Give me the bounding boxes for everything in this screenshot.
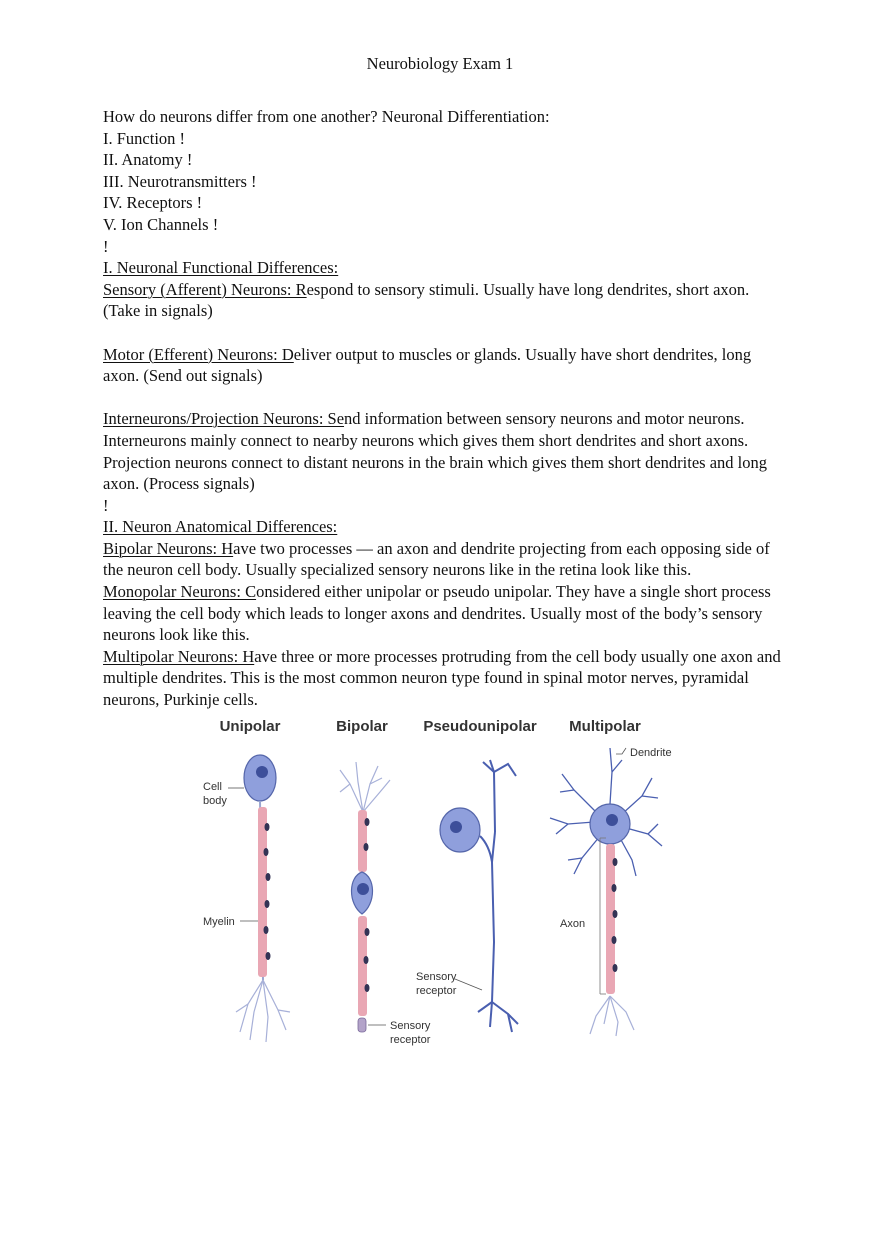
document-body	[103, 106, 783, 711]
separator-mark: !	[103, 236, 109, 256]
text-bipolar: ave two processes — an axon and dendrite projecting from each opposing side of the neuron cell body. Usually specialized sensory neurons like in the retina look like this.	[103, 538, 770, 580]
bipolar-neuron	[340, 762, 431, 1046]
paragraph-monopolar	[103, 581, 783, 646]
label-cell-body-line2: body	[203, 795, 227, 807]
section-heading-anatomical: II. Neuron Anatomical Differences:	[103, 517, 338, 537]
multipolar-myelin	[606, 844, 615, 994]
text-multipolar: ave three or more processes protruding from the cell body usually one axon and multiple dendrites. This is the most common neuron type found in spinal motor nerves, pyramidal neurons, Purkinje cells.	[103, 646, 781, 710]
paragraph-interneurons	[103, 408, 783, 494]
label-axon: Axon	[560, 918, 586, 930]
term-monopolar: Monopolar Neurons: C	[103, 582, 257, 602]
list-item: V. Ion Channels !	[103, 214, 219, 234]
neuron-types-figure	[190, 712, 690, 1057]
term-motor: Motor (Efferent) Neurons: D	[103, 344, 294, 364]
paragraph-multipolar	[103, 646, 783, 711]
text-monopolar: onsidered either unipolar or pseudo unipolar. They have a single short process leaving the cell body which leads to longer axons and dendrites. Usually most of the body’s sensory neurons look like this.	[103, 582, 771, 645]
label-cell-body-line1: Cell	[203, 781, 222, 793]
unipolar-neuron	[203, 755, 290, 1042]
section-heading-functional: I. Neuronal Functional Differences:	[103, 258, 339, 278]
page-title: Neurobiology Exam 1	[366, 54, 514, 73]
paragraph-sensory	[103, 279, 783, 322]
bipolar-dendrites	[340, 762, 390, 812]
multipolar-nucleus	[606, 814, 618, 826]
multipolar-terminals	[590, 996, 634, 1036]
label-myelin: Myelin	[203, 916, 235, 928]
list-item: II. Anatomy !	[103, 150, 193, 170]
label-sensory-receptor-b-line1: Sensory	[390, 1020, 431, 1032]
heading-unipolar: Unipolar	[219, 718, 281, 735]
term-sensory: Sensory (Afferent) Neurons: R	[103, 279, 307, 299]
label-sensory-receptor-a-line2: receptor	[416, 985, 457, 997]
list-item: I. Function !	[103, 128, 186, 148]
label-sensory-receptor-a-line1: Sensory	[416, 971, 457, 983]
heading-pseudounipolar: Pseudounipolar	[423, 718, 537, 735]
term-interneurons: Interneurons/Projection Neurons: Se	[103, 409, 345, 429]
list-item: III. Neurotransmitters !	[103, 171, 257, 191]
pseudounipolar-neuron	[416, 760, 518, 1032]
pseudounipolar-nucleus	[450, 821, 462, 833]
multipolar-neuron	[550, 747, 672, 1036]
term-multipolar: Multipolar Neurons: H	[103, 646, 255, 666]
term-bipolar: Bipolar Neurons: H	[103, 538, 234, 558]
text-interneurons: nd information between sensory neurons and motor neurons. Interneurons mainly connect to nearby neurons which gives them short dendrites and short axons. Projection neurons connect to distant neurons in the brain which gives them short dendrites and long axon. (Process signals)	[103, 409, 767, 494]
paragraph-motor	[103, 344, 783, 387]
bipolar-nucleus	[357, 883, 369, 895]
heading-bipolar: Bipolar	[336, 718, 388, 735]
unipolar-terminals	[236, 980, 290, 1042]
heading-multipolar: Multipolar	[569, 718, 641, 735]
pseudounipolar-processes	[478, 760, 518, 1032]
separator-mark: !	[103, 495, 109, 515]
label-dendrite: Dendrite	[630, 747, 672, 759]
unipolar-soma	[244, 755, 276, 801]
text-motor: eliver output to muscles or glands. Usually have short dendrites, long axon. (Send out signals)	[103, 344, 752, 386]
unipolar-nucleus	[256, 766, 268, 778]
text-sensory: espond to sensory stimuli. Usually have long dendrites, short axon. (Take in signals)	[103, 279, 750, 321]
unipolar-myelin	[258, 807, 267, 977]
paragraph-bipolar	[103, 538, 783, 581]
list-item: IV. Receptors !	[103, 193, 203, 213]
label-sensory-receptor-b-line2: receptor	[390, 1034, 431, 1046]
intro-question: How do neurons differ from one another? Neuronal Differentiation:	[103, 107, 550, 126]
bipolar-receptor	[358, 1018, 366, 1032]
